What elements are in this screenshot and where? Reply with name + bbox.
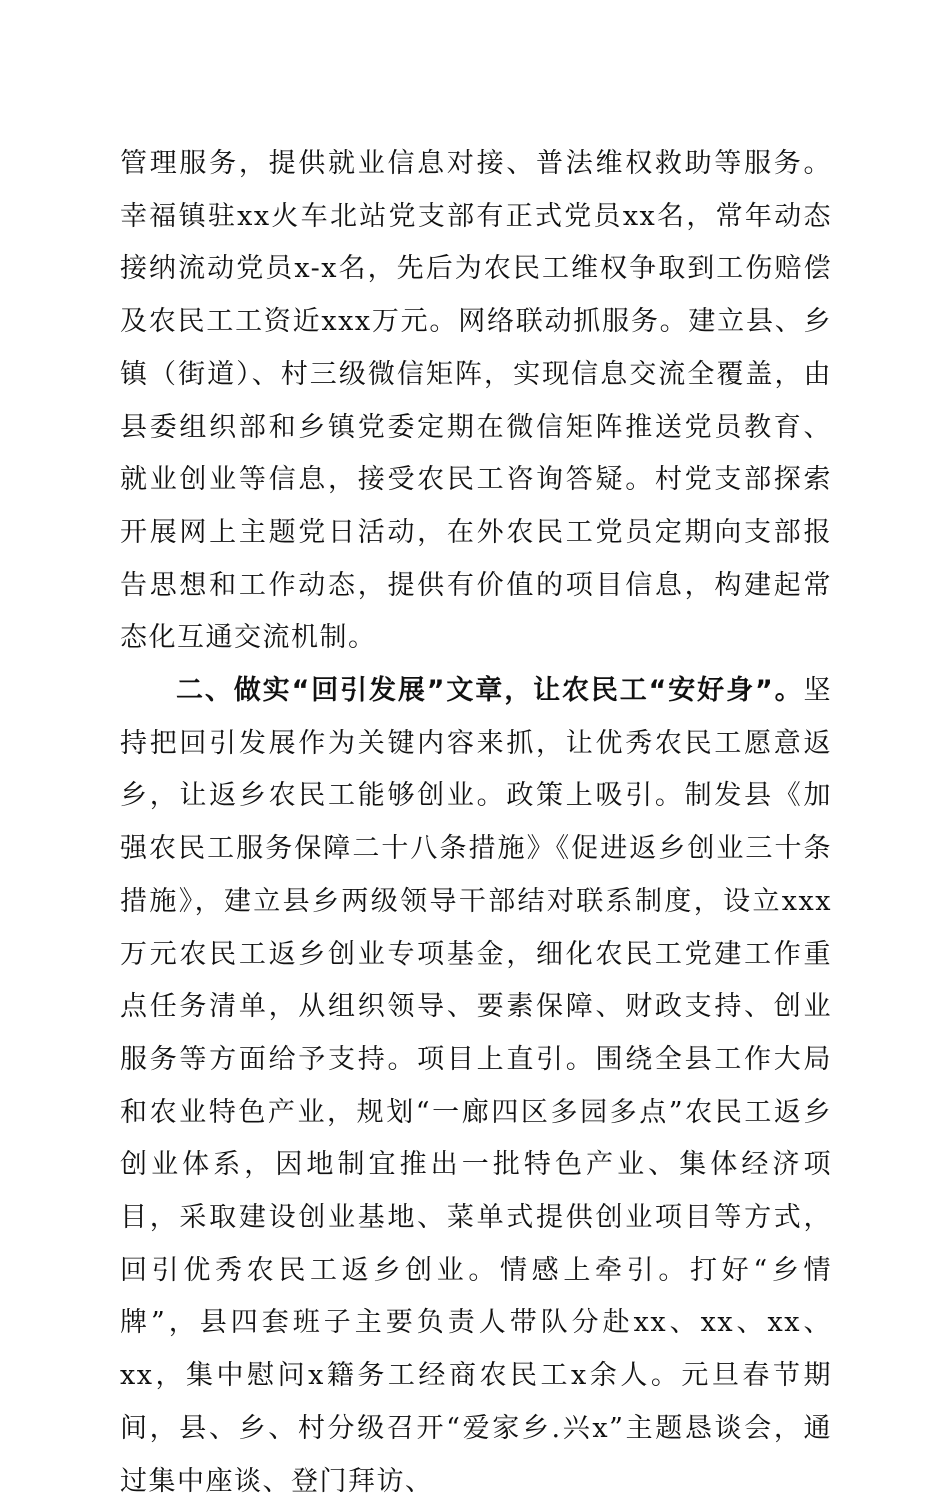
section-body-text: 坚持把回引发展作为关键内容来抓，让优秀农民工愿意返乡，让返乡农民工能够创业。政策上吸引。制发县《加强农民工服务保障二十八条措施》《促进返乡创业三十条措施》，建立县乡两级领导干部结对联系制度，设立xxx万元农民工返乡创业专项基金，细化农民工党建工作重点任务清单，从组织领导、要素保障、财政支持、创业服务等方面给予支持。项目上直引。围绕全县工作大局和农业特色产业，规划“一廊四区多园多点”农民工返乡创业体系，因地制宜推出一批特色产业、集体经济项目，采取建设创业基地、菜单式提供创业项目等方式，回引优秀农民工返乡创业。情感上牵引。打好“乡情牌”，县四套班子主要负责人带队分赴xx、xx、xx、xx，集中慰问x籍务工经商农民工x余人。元旦春节期间，县、乡、村分级召开“爱家乡.兴x”主题恳谈会，通过集中座谈、登门拜访、	[120, 675, 832, 1497]
section-heading: 二、做实“回引发展”文章，让农民工“安好身”。	[176, 675, 804, 707]
paragraph-continuation: 管理服务，提供就业信息对接、普法维权救助等服务。幸福镇驻xx火车北站党支部有正式党员xx名，常年动态接纳流动党员x-x名，先后为农民工维权争取到工伤赔偿及农民工工资近xxx万元。网络联动抓服务。建立县、乡镇（街道）、村三级微信矩阵，实现信息交流全覆盖，由县委组织部和乡镇党委定期在微信矩阵推送党员教育、就业创业等信息，接受农民工咨询答疑。村党支部探索开展网上主题党日活动，在外农民工党员定期向支部报告思想和工作动态，提供有价值的项目信息，构建起常态化互通交流机制。	[120, 148, 832, 654]
document-body	[120, 138, 832, 1508]
paragraph-section-two	[120, 665, 832, 1508]
